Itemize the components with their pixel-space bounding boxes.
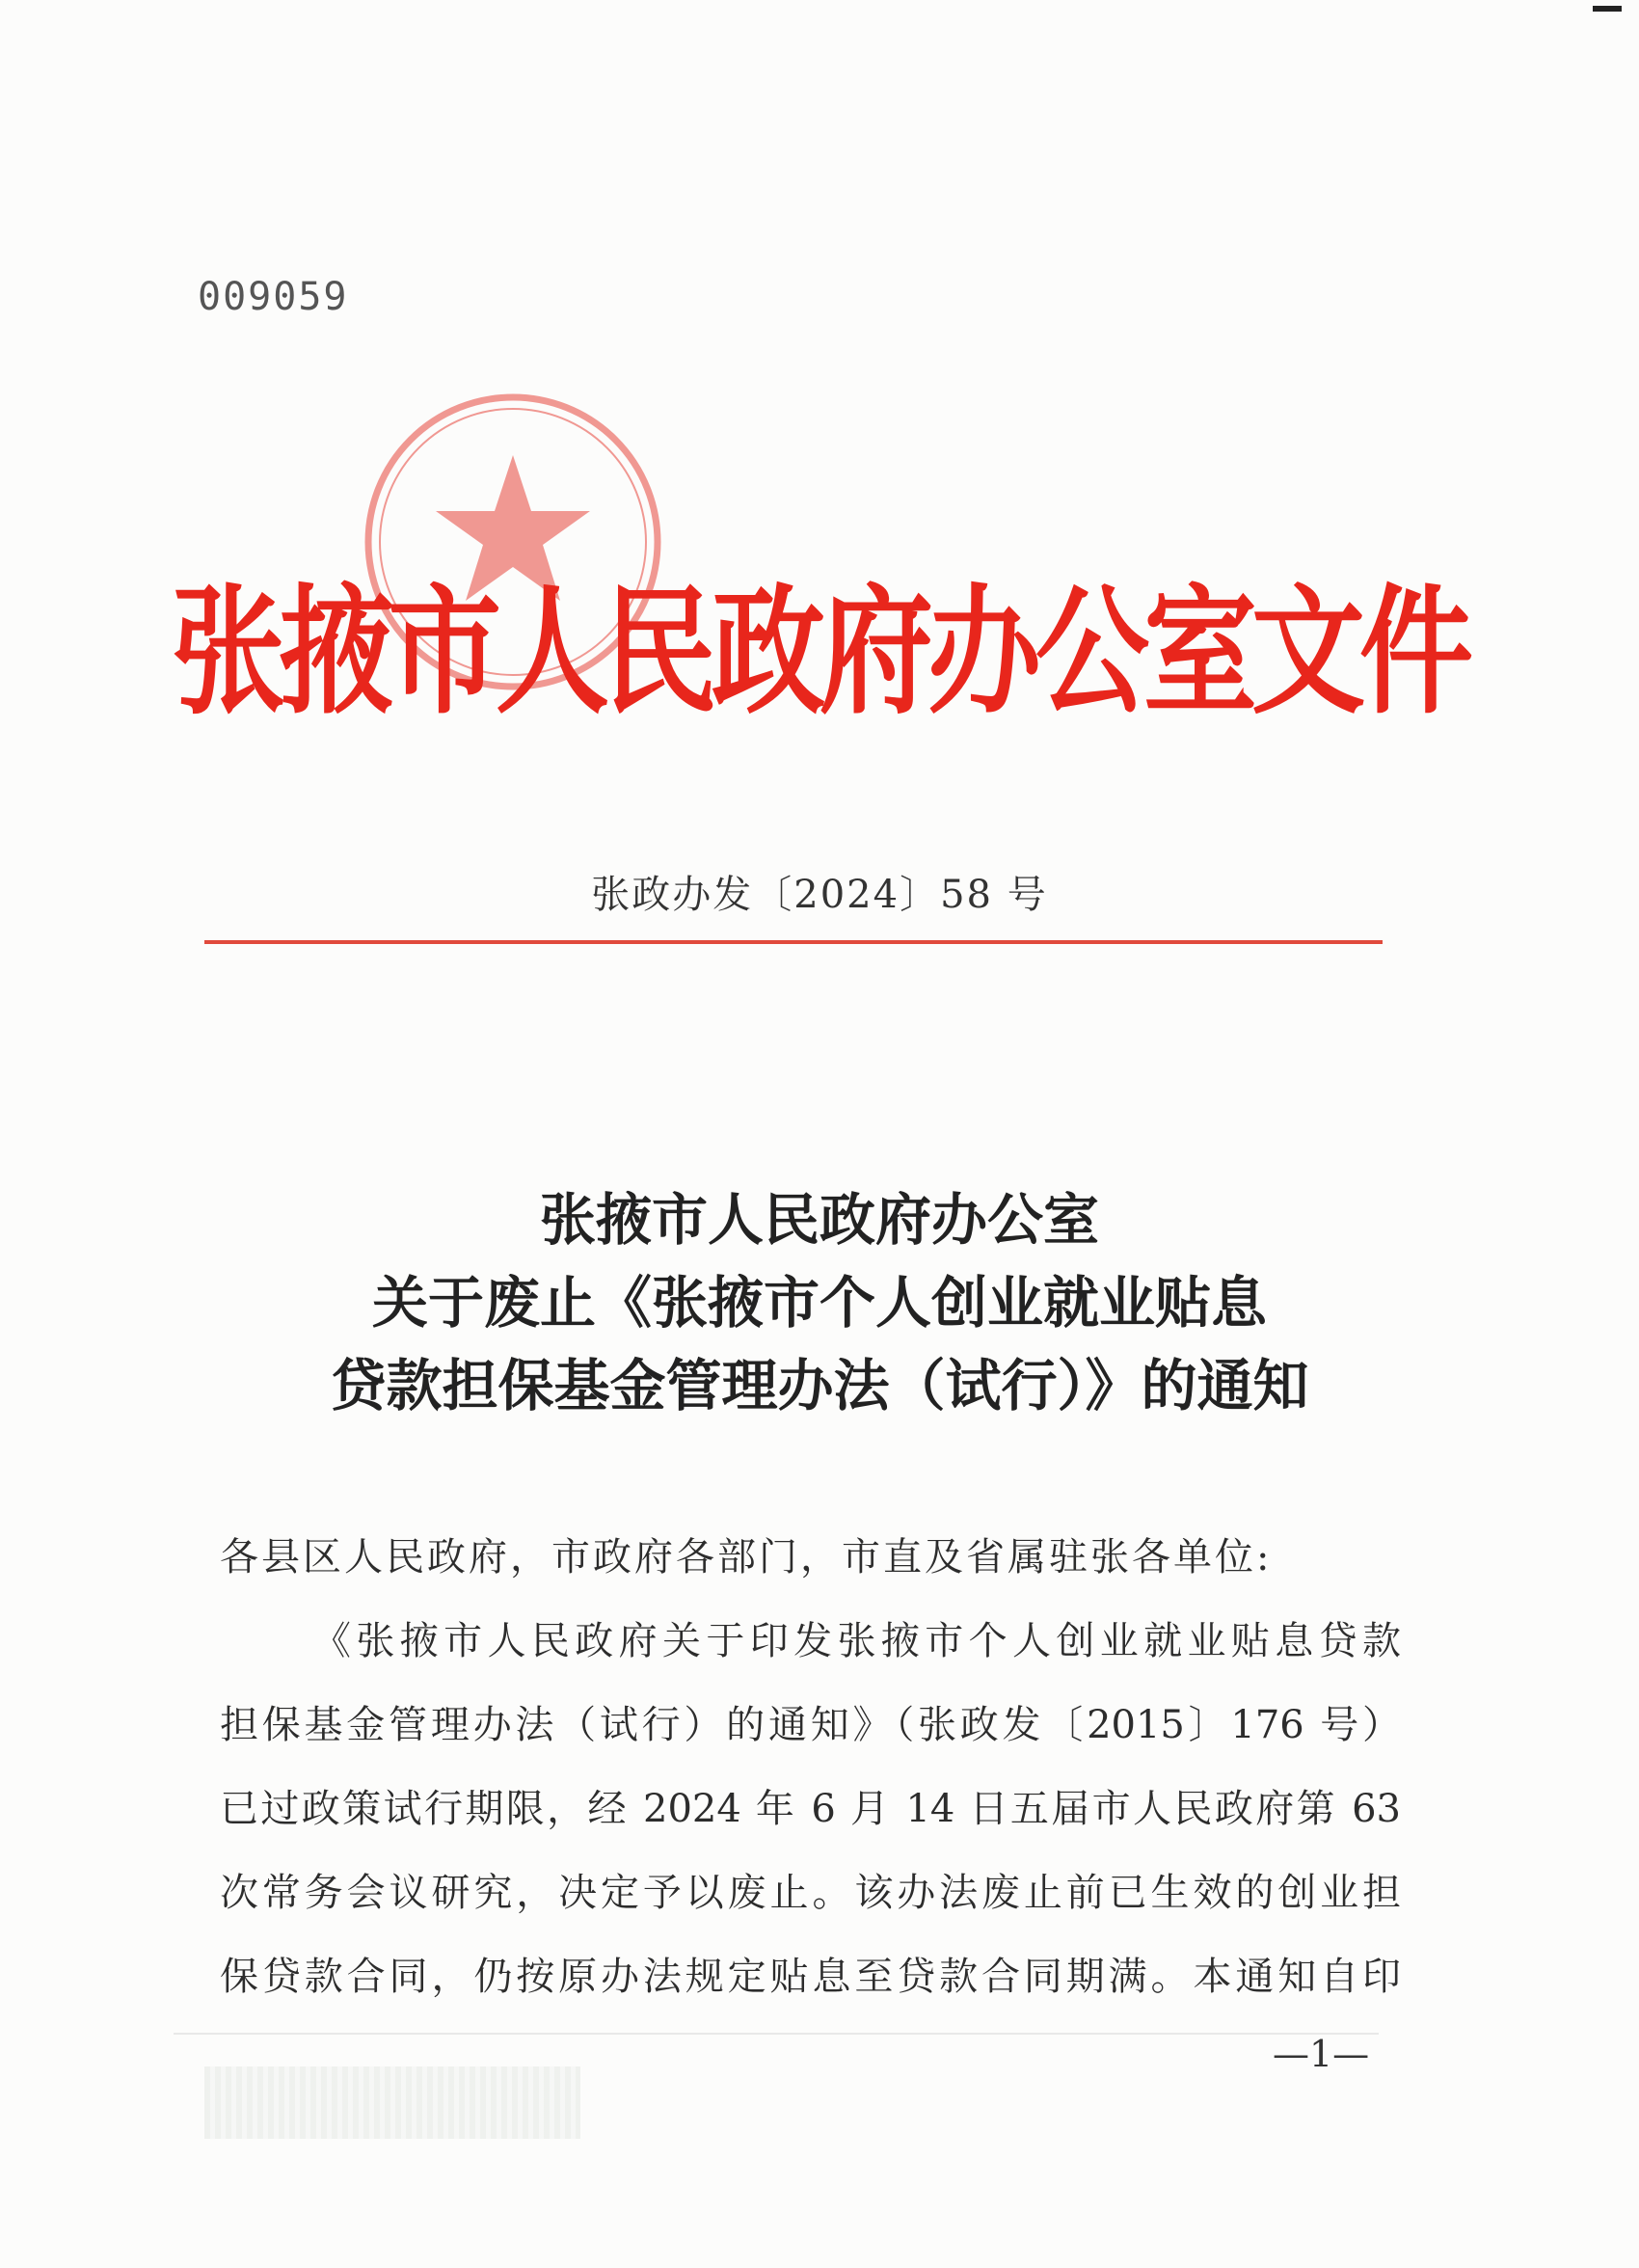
notice-title-line: 关于废止《张掖市个人创业就业贴息 [371,1270,1267,1336]
body-line: 担保基金管理办法（试行）的通知》（张政发〔2015〕176 号） [220,1703,1401,1747]
page-number: —1— [1273,2033,1370,2075]
body-line: 保贷款合同，仍按原办法规定贴息至贷款合同期满。本通知自印 [220,1955,1401,1999]
scan-corner-mark [1593,6,1622,12]
issuer-title: 张掖市人民政府办公室文件 [171,570,1467,734]
salutation: 各县区人民政府，市政府各部门，市直及省属驻张各单位: [220,1535,1273,1580]
body-line: 次常务会议研究，决定予以废止。该办法废止前已生效的创业担 [220,1871,1401,1915]
bleed-through-rule [174,2033,1379,2035]
body-line: 已过政策试行期限，经 2024 年 6 月 14 日五届市人民政府第 63 [220,1787,1401,1831]
notice-body [220,1516,1401,2019]
document-number: 张政办发〔2024〕58 号 [591,873,1048,917]
body-line: 《张掖市人民政府关于印发张掖市个人创业就业贴息贷款 [312,1619,1401,1663]
red-divider-rule [204,940,1383,944]
notice-title-line: 张掖市人民政府办公室 [539,1187,1099,1253]
notice-title [0,1178,1639,1427]
serial-number: 009059 [198,275,349,319]
notice-title-line: 贷款担保基金管理办法（试行）》的通知 [330,1353,1309,1418]
bleed-through-barcode [204,2066,580,2139]
